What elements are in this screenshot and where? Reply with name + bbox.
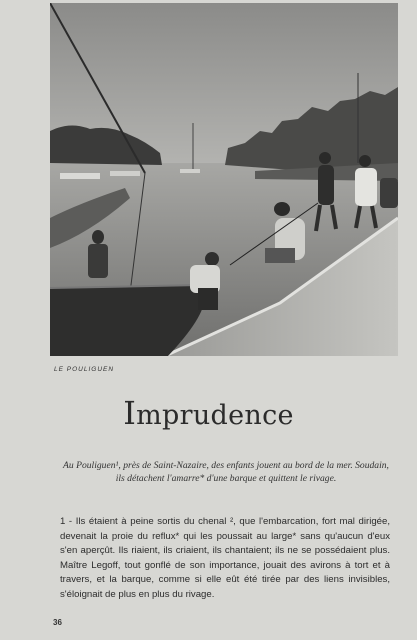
article-title [0, 394, 417, 432]
title-drop-letter: I [123, 394, 137, 432]
harbor-photograph [50, 3, 398, 356]
title-rest: mprudence [136, 400, 294, 431]
page-number: 36 [53, 618, 62, 627]
article-intro: Au Pouliguen¹, près de Saint-Nazaire, des enfants jouent au bord de la mer. Soudain, ils détachent l'amarre* d'une barque et quittent le rivage. [63, 460, 389, 484]
photo-caption: LE POULIGUEN [54, 366, 115, 373]
article-paragraph: 1 - Ils étaient à peine sortis du chenal ², que l'embarcation, fort mal dirigée, devenait la proie du reflux* qui les poussait au large* sans qu'aucun d'eux s'en aperçût. Ils riaient, ils criaient, ils chantaient; ils ne se possédaient plus. Maître Legoff, tout gonflé de son importance, jouait des avirons à tort et à travers, et la barque, comme si elle eût été tirée par des liens invisibles, s'éloignait de plus en plus du rivage. [60, 516, 390, 600]
